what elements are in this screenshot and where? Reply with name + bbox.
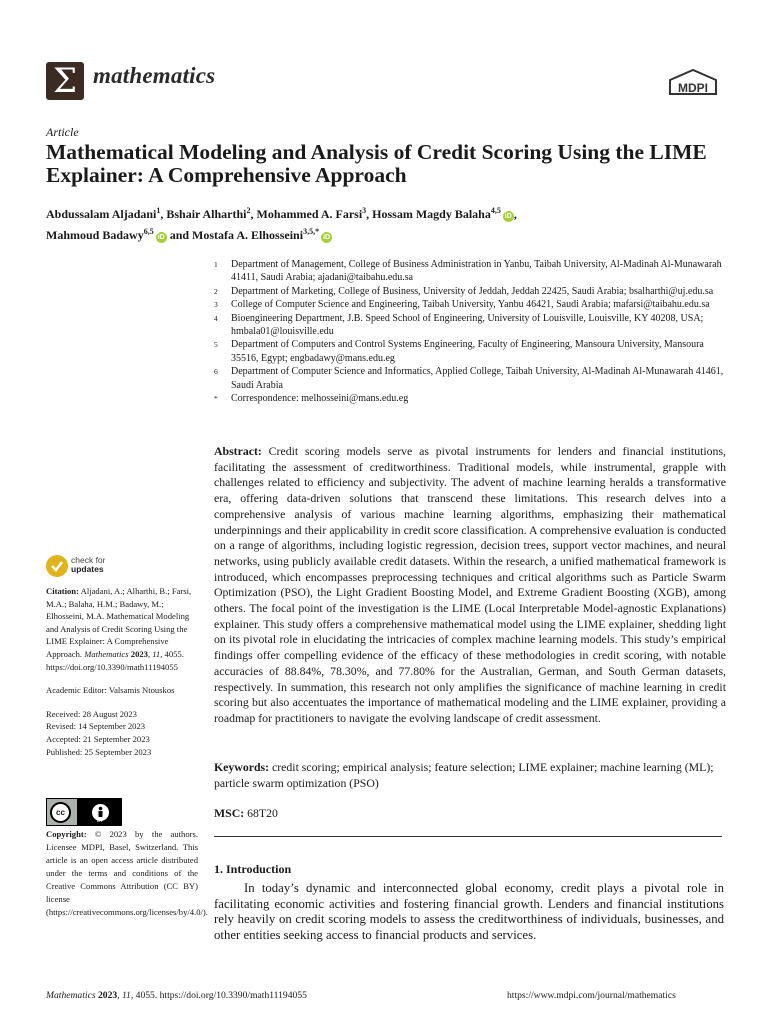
date-accepted: Accepted: 21 September 2023 <box>46 733 150 744</box>
keywords-label: Keywords: <box>214 760 270 774</box>
orcid-icon[interactable]: iD <box>323 234 331 241</box>
author-3[interactable]: Mohammed A. Farsi$^3$ <box>256 206 367 221</box>
author-1[interactable]: Abdussalam Aljadani$^1$ <box>46 206 161 221</box>
date-revised: Revised: 14 September 2023 <box>46 721 146 732</box>
citation-doi-link[interactable]: , 4055. https://doi.org/10.3390/math11194055 <box>46 648 184 672</box>
affiliation-item: 6 Department of Computer Science and Informatics, Applied College, Taibah University, Al-Madinah Al-Munawarah 41461, Saudi Arabia <box>214 366 724 391</box>
journal-logo-icon <box>46 62 84 100</box>
article-type: Article <box>46 125 79 139</box>
msc-label: MSC: <box>214 806 245 820</box>
body-paragraph: In today’s dynamic and interconnected global economy, credit plays a pivotal role in facilitating economic activities and fostering financial growth. Lenders and financial institutions rely heavily on credit scoring models to assess the creditworthiness of individuals, businesses, and other entities seeking access to financial products and services. <box>214 881 724 943</box>
msc-text: 68T20 <box>247 806 278 820</box>
orcid-icon[interactable]: iD <box>157 234 165 241</box>
section-divider <box>214 836 722 837</box>
author-4[interactable]: Hossam Magdy Balaha$^{4,5}$ <box>372 206 501 221</box>
check-updates-icon <box>46 555 68 577</box>
correspondence-item: * Correspondence: melhosseini@mans.edu.eg <box>214 393 409 405</box>
citation-label: Citation: <box>46 586 79 596</box>
date-received: Received: 28 August 2023 <box>46 708 137 719</box>
academic-editor: Academic Editor: Valsamis Ntouskos <box>46 685 175 696</box>
section-heading: 1. Introduction <box>214 862 292 876</box>
orcid-icon[interactable]: iD <box>504 213 512 220</box>
footer-doi-link[interactable]: , 4055. https://doi.org/10.3390/math11194055 <box>130 990 307 1001</box>
abstract-label: Abstract: <box>214 444 262 458</box>
footer-citation: Mathematics 2023, 11, 4055. https://doi.org/10.3390/math11194055 <box>46 990 307 1001</box>
affiliation-item: 5 Department of Computers and Control Systems Engineering, Faculty of Engineering, Mansoura University, Mansoura 35516, Egypt; engbadawy@mans.edu.eg <box>214 339 704 364</box>
affiliation-item: 2 Department of Marketing, College of Business, University of Jeddah, Jeddah 22425, Saudi Arabia; bsalharthi@uj.edu.sa <box>214 285 714 297</box>
citation-year: 2023 <box>130 648 148 659</box>
creative-commons-icon: cc <box>50 802 71 823</box>
keywords <box>214 760 726 791</box>
author-5[interactable]: Mahmoud Badawy$^{6,5}$ <box>46 227 154 242</box>
check-updates-label: check for updates <box>71 555 106 574</box>
citation: Citation: Aljadani, A.; Alharthi, B.; Farsi, M.A.; Balaha, H.M.; Badawy, M.; Elhosseini, M.A. Mathematical Modeling and Analysis of Credit Scoring Using the LIME Explainer: A Comprehensive Approach. Mathematics 2023, 11, 4055. https://doi.org/10.3390/math11194055 <box>46 586 192 672</box>
by-label: BY <box>96 818 104 824</box>
journal-name: mathematics <box>93 63 216 88</box>
abstract <box>214 444 726 727</box>
author-2[interactable]: Bshair Alharthi$^2$ <box>166 206 251 221</box>
msc <box>214 806 278 821</box>
author-6[interactable]: Mostafa A. Elhosseini$^{3,5,*}$ <box>192 227 320 242</box>
citation-text: Aljadani, A.; Alharthi, B.; Farsi, M.A.; Balaha, H.M.; Badawy, M.; Elhosseini, M.A. Mathematical Modeling and Analysis of Credit Scoring Using the LIME Explainer: A Comprehensive Approach. <box>46 586 192 659</box>
keywords-text: credit scoring; empirical analysis; feature selection; LIME explainer; machine learning (ML); particle swarm optimization (PSO) <box>214 760 714 790</box>
cc-by-license-badge[interactable] <box>46 798 122 826</box>
mdpi-logo-icon <box>666 68 720 98</box>
abstract-text: Credit scoring models serve as pivotal instruments for lenders and financial institutions, facilitating the assessment of creditworthiness. Traditional models, while instrumental, grapple with challenges related to efficiency and subjectivity. The advent of machine learning heralds a transformative era, offering data-driven solutions that transcend these limitations. This research delves into a comprehensive analysis of various machine learning algorithms, emphasizing their mathematical underpinnings and their applicability in credit score classification. A comprehensive evaluation is conducted on a range of algorithms, including logistic regression, decision trees, support vector machines, and neural networks, using publicly available credit datasets. Within the research, a unified mathematical framework is introduced, which encompasses preprocessing techniques and critical algorithms such as Particle Swarm Optimization (PSO), the Light Gradient Boosting Model, and Extreme Gradient Boosting (XGB), among others. The focal point of the investigation is the LIME (Local Interpretable Model-agnostic Explanations) explainer. This study offers a comprehensive mathematical model using the LIME explainer, shedding light on its pivotal role in elucidating the intricacies of complex machine learning models. This study’s empirical findings offer compelling evidence of the efficacy of these methodologies in credit scoring, with notable accuracies of 88.84%, 78.30%, and 77.80% for the Australian, German, and South German datasets, respectively. In summation, this research not only amplifies the significance of machine learning in credit scoring but also accentuates the importance of mathematical modeling and the LIME explainer, providing a roadmap for practitioners to navigate the evolving landscape of credit assessment. <box>214 444 726 725</box>
footer-journal-link[interactable]: https://www.mdpi.com/journal/mathematics <box>507 990 676 1001</box>
citation-volume: 11 <box>152 648 161 659</box>
copyright-label: Copyright: <box>46 829 87 839</box>
citation-journal: Mathematics <box>84 648 129 659</box>
author-list: Abdussalam Aljadani$^1$, Bshair Alharthi$^2$, Mohammed A. Farsi$^3$, Hossam Magdy Balaha$^{4,5}$iD , Mahmoud Badawy$^{6,5}$iD and Mostafa A. Elhosseini$^{3,5,*}$iD <box>46 206 517 242</box>
affiliation-list <box>214 258 726 405</box>
copyright-notice <box>46 828 208 919</box>
affiliation-item: 4 Bioengineering Department, J.B. Speed School of Engineering, University of Louisville, Louisville, KY 40208, USA; hmbala01@louisville.edu <box>214 312 704 338</box>
article-title: Mathematical Modeling and Analysis of Credit Scoring Using the LIME Explainer: A Comprehensive Approach <box>46 140 707 187</box>
date-published: Published: 25 September 2023 <box>46 746 152 757</box>
article-info-column <box>46 585 198 758</box>
affiliation-item: 1 Department of Management, College of Business Administration in Yanbu, Taibah University, Al-Madinah Al-Munawarah 41411, Saudi Arabia; ajadani@taibahu.edu.sa <box>214 259 722 284</box>
check-for-updates-button[interactable] <box>46 555 126 581</box>
copyright-text: © 2023 by the authors. Licensee MDPI, Basel, Switzerland. This article is an open access article distributed under the terms and conditions of the Creative Commons Attribution (CC BY) license (https://creativecommons.org/licenses/by/4.0/). <box>46 829 208 917</box>
affiliation-item: 3 College of Computer Science and Engineering, Taibah University, Yanbu 46421, Saudi Arabia; mafarsi@taibahu.edu.sa <box>214 299 710 311</box>
sigma-glyph: Σ <box>52 61 78 101</box>
mdpi-text: MDPI <box>678 81 708 95</box>
